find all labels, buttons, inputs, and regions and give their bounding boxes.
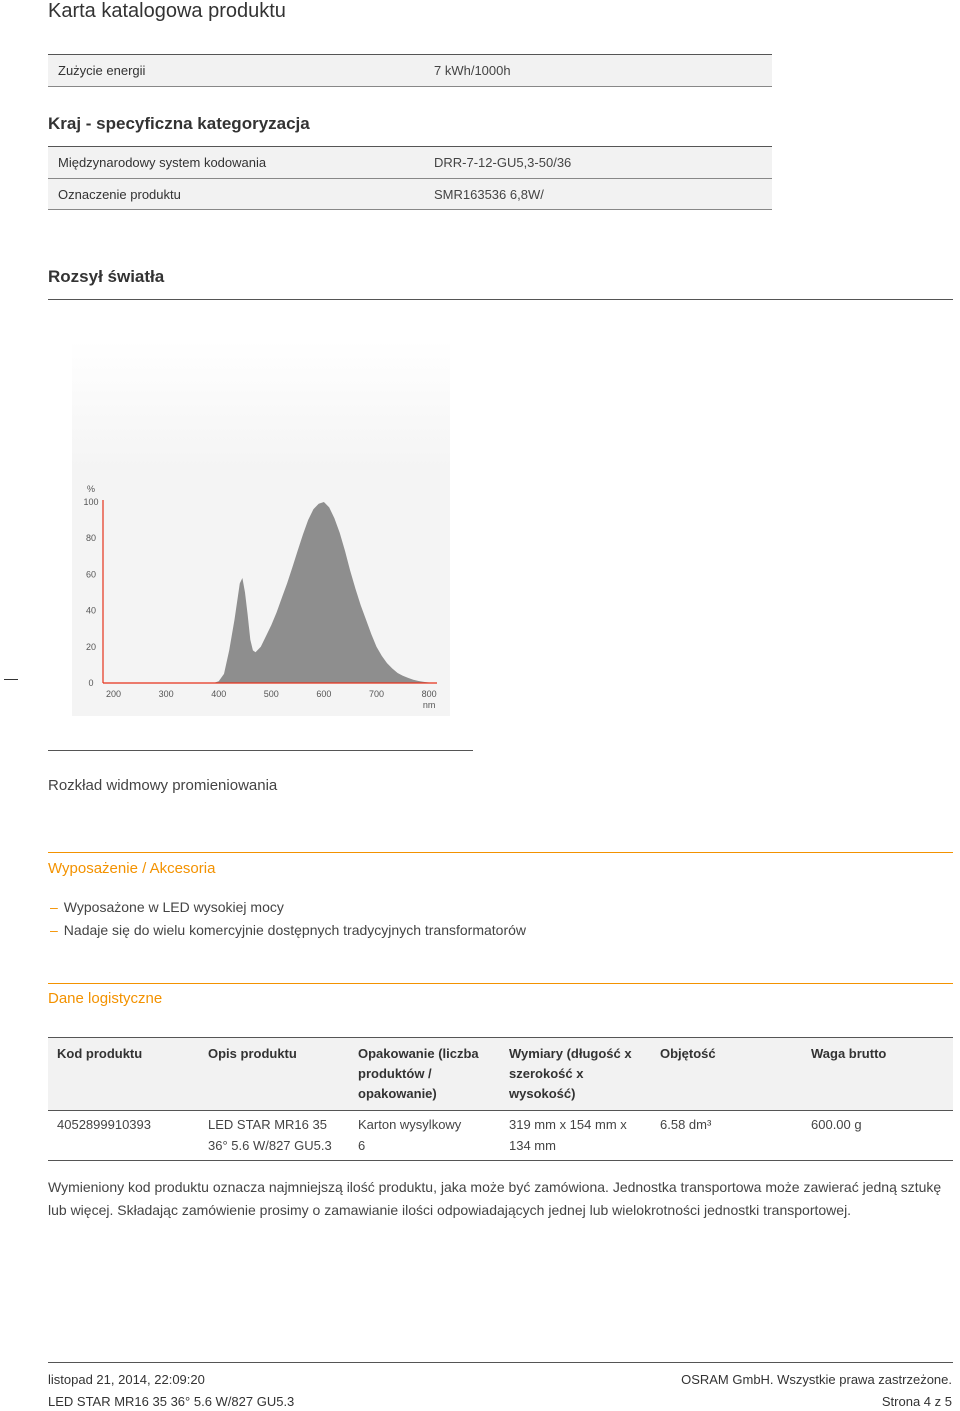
accessory-item: – Nadaje się do wielu komercyjnie dostępnych tradycyjnych transformatorów bbox=[50, 922, 527, 938]
chart-caption: Rozkład widmowy promieniowania bbox=[48, 777, 278, 794]
col-dims: Wymiary (długość x szerokość x wysokość) bbox=[509, 1046, 632, 1101]
footer-date: listopad 21, 2014, 22:09:20 bbox=[48, 1372, 205, 1387]
x-tick-label: 600 bbox=[316, 689, 332, 699]
footer-copyright: OSRAM GmbH. Wszystkie prawa zastrzeżone. bbox=[681, 1372, 952, 1387]
col-desc: Opis produktu bbox=[208, 1046, 297, 1061]
y-tick-label: 100 bbox=[83, 497, 99, 507]
footer-page: Strona 4 z 5 bbox=[881, 1394, 952, 1409]
cell-dims: 319 mm x 154 mm x 134 mm bbox=[509, 1117, 627, 1153]
x-tick-label: 200 bbox=[106, 689, 122, 699]
x-tick-label: 300 bbox=[158, 689, 174, 699]
margin-mark bbox=[4, 679, 18, 680]
y-tick-label: 20 bbox=[85, 641, 97, 652]
y-tick-label: 0 bbox=[88, 678, 94, 688]
energy-label: Zużycie energii bbox=[58, 63, 146, 78]
x-tick-label: 700 bbox=[368, 689, 385, 699]
cell-volume: 6.58 dm³ bbox=[660, 1117, 712, 1132]
cell-code: 4052899910393 bbox=[57, 1117, 151, 1132]
designation-label: Oznaczenie produktu bbox=[58, 187, 181, 202]
x-tick-label: 500 bbox=[263, 689, 279, 699]
x-tick-label: 800 bbox=[421, 689, 437, 699]
col-volume: Objętość bbox=[660, 1046, 716, 1061]
accessory-item: – Wyposażone w LED wysokiej mocy bbox=[50, 899, 284, 915]
col-weight: Waga brutto bbox=[811, 1046, 887, 1061]
x-tick-label: 400 bbox=[211, 689, 227, 699]
y-tick-label: 80 bbox=[85, 533, 97, 544]
x-axis-label: nm bbox=[422, 700, 436, 710]
coding-row bbox=[48, 147, 772, 178]
designation-row bbox=[48, 179, 772, 210]
y-tick-label: 60 bbox=[85, 569, 97, 580]
energy-row bbox=[48, 55, 772, 86]
country-section-title: Kraj - specyficzna kategoryzacja bbox=[48, 114, 310, 133]
designation-value: SMR163536 6,8W/ bbox=[434, 187, 544, 202]
y-tick-label: 40 bbox=[85, 605, 97, 616]
cell-weight: 600.00 g bbox=[811, 1117, 862, 1132]
cell-desc: LED STAR MR16 35 36° 5.6 W/827 GU5.3 bbox=[208, 1117, 332, 1153]
footer-product: LED STAR MR16 35 36° 5.6 W/827 GU5.3 bbox=[48, 1394, 295, 1409]
page-title: Karta katalogowa produktu bbox=[48, 0, 286, 22]
y-axis-label: % bbox=[86, 484, 96, 494]
logistics-note: Wymieniony kod produktu oznacza najmniejszą ilość produktu, jaka może być zamówiona. Jednostka transportowa może zawierać jedną sztukę lub więcej. Składając zamówienie prosimy o zamawianie ilości odpowiadających jednej lub wielokrotności jednostki transportowej. bbox=[48, 1179, 942, 1218]
accessories-title: Wyposażenie / Akcesoria bbox=[48, 860, 216, 877]
light-section-title: Rozsył światła bbox=[48, 267, 165, 286]
coding-label: Międzynarodowy system kodowania bbox=[58, 155, 267, 170]
col-pack: Opakowanie (liczba produktów / opakowanie) bbox=[358, 1046, 479, 1101]
energy-value: 7 kWh/1000h bbox=[434, 63, 511, 78]
coding-value: DRR-7-12-GU5,3-50/36 bbox=[434, 155, 572, 170]
spectrum-chart bbox=[72, 340, 450, 716]
logistics-title: Dane logistyczne bbox=[48, 990, 163, 1007]
cell-pack: Karton wysylkowy 6 bbox=[358, 1117, 462, 1153]
col-code: Kod produktu bbox=[57, 1046, 143, 1061]
